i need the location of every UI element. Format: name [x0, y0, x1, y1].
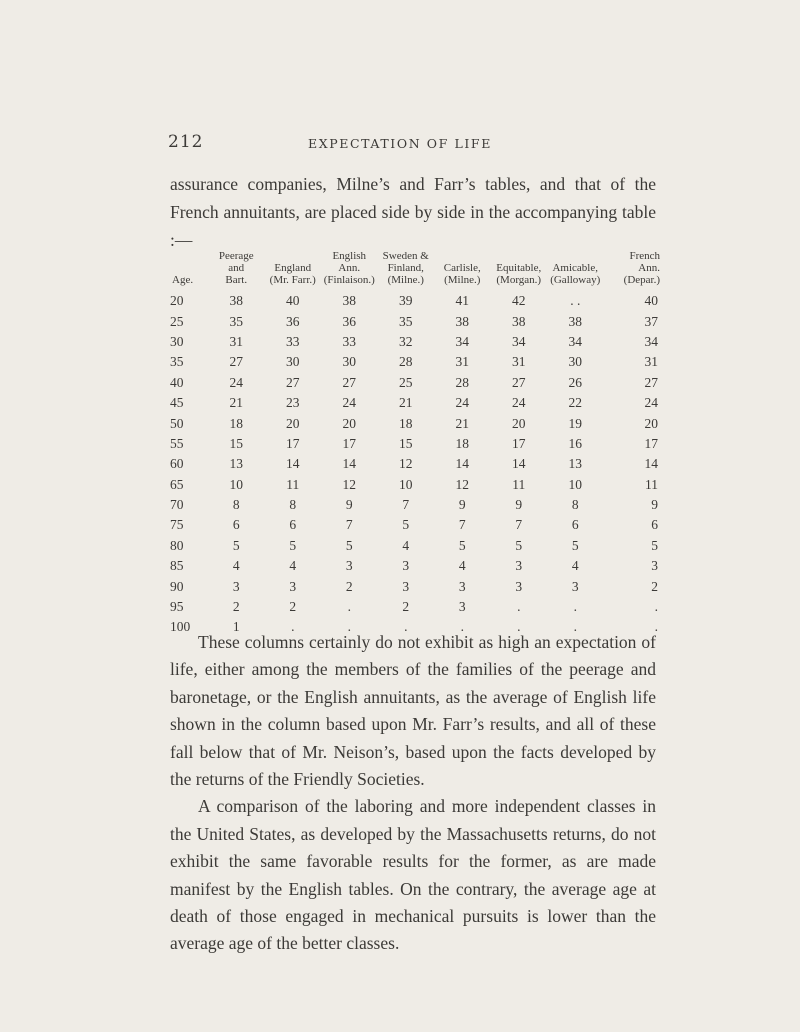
table-cell: 24 [342, 395, 356, 411]
table-cell: 9 [515, 497, 523, 513]
life-expectation-table [170, 250, 660, 638]
table-cell: 38 [229, 293, 243, 309]
table-cell: 24 [229, 374, 243, 390]
table-cell: 3 [458, 578, 466, 594]
table-cell: 22 [568, 395, 582, 411]
table-cell: 15 [229, 435, 243, 451]
table-cell: 34 [455, 333, 469, 349]
table-cell: 15 [399, 435, 413, 451]
table-cell: 36 [342, 313, 356, 329]
paragraph: A comparison of the laboring and more independent classes in the United States, as developed by the Massachusetts returns, do not exhibit the same favorable results for the former, as are made manifest by the English tables. On the contrary, the average age at death of those engaged in mechanical pursuits is lower than the average age of the better classes. [170, 796, 656, 954]
age-cell: 25 [170, 313, 184, 329]
table-cell: 13 [568, 456, 582, 472]
table-cell: 4 [232, 558, 240, 574]
table-cell: 2 [402, 599, 410, 615]
table-cell: 8 [289, 497, 297, 513]
table-cell: 35 [229, 313, 243, 329]
table-cell: 11 [645, 476, 658, 492]
table-cell: . [404, 619, 408, 635]
table-cell: 3 [515, 558, 523, 574]
table-cell: 11 [286, 476, 300, 492]
table-row [170, 536, 660, 556]
table-cell: 40 [286, 293, 300, 309]
body-text [170, 629, 656, 958]
table-cell: 2 [651, 578, 658, 594]
table-cell: 3 [345, 558, 353, 574]
table-cell: 9 [345, 497, 353, 513]
table-cell: 33 [342, 333, 356, 349]
table-cell: 27 [342, 374, 356, 390]
table-cell: 30 [286, 354, 300, 370]
column-header-peerage: Peerage and Bart. [218, 250, 254, 286]
table-cell: 6 [232, 517, 240, 533]
table-cell: 27 [286, 374, 300, 390]
page-number: 212 [168, 132, 204, 152]
table-cell: 20 [644, 415, 658, 431]
age-cell: 65 [170, 476, 184, 492]
age-cell: 30 [170, 333, 184, 349]
table-cell: 34 [512, 333, 526, 349]
table-cell: 5 [345, 537, 353, 553]
table-cell: 18 [399, 415, 413, 431]
table-cell: 12 [342, 476, 356, 492]
table-row [170, 393, 660, 413]
table-cell: 3 [402, 558, 410, 574]
table-cell: . [654, 599, 658, 615]
table-cell: 10 [399, 476, 413, 492]
running-head: EXPECTATION OF LIFE [308, 136, 492, 151]
table-row [170, 311, 660, 331]
table-row [170, 413, 660, 433]
table-cell: 1 [232, 619, 240, 635]
age-cell: 70 [170, 497, 184, 513]
table-row [170, 352, 660, 372]
table-cell: 3 [458, 599, 466, 615]
table-cell: 21 [229, 395, 243, 411]
table-cell: 4 [402, 537, 410, 553]
table-cell: 4 [289, 558, 297, 574]
table-cell: 5 [458, 537, 466, 553]
table-body [170, 291, 660, 638]
table-cell: 31 [644, 354, 658, 370]
table-cell: 3 [402, 578, 410, 594]
table-cell: 38 [342, 293, 356, 309]
table-cell: 10 [568, 476, 582, 492]
table-cell: 27 [512, 374, 526, 390]
table-cell: 3 [289, 578, 297, 594]
table-cell: 12 [399, 456, 413, 472]
table-cell: . [347, 619, 351, 635]
table-row [170, 475, 660, 495]
table-cell: 5 [515, 537, 523, 553]
age-cell: 20 [170, 293, 184, 309]
table-cell: 14 [342, 456, 356, 472]
age-cell: 55 [170, 435, 184, 451]
table-cell: 16 [568, 435, 582, 451]
table-row [170, 556, 660, 576]
table-cell: . . [570, 293, 581, 309]
age-cell: 85 [170, 558, 184, 574]
table-cell: 38 [568, 313, 582, 329]
column-header-england: England (Mr. Farr.) [269, 262, 316, 286]
table-cell: 24 [644, 395, 658, 411]
intro-text: assurance companies, Milne’s and Farr’s tables, and that of the French annuitants, are placed side by side in the accompanying table :— [170, 174, 656, 250]
table-cell: 3 [651, 558, 658, 574]
table-cell: 30 [342, 354, 356, 370]
table-cell: . [654, 619, 658, 635]
table-cell: 27 [229, 354, 243, 370]
table-cell: 17 [512, 435, 526, 451]
age-cell: 60 [170, 456, 184, 472]
table-cell: . [517, 599, 521, 615]
table-cell: 10 [229, 476, 243, 492]
table-cell: 3 [515, 578, 523, 594]
table-cell: 17 [286, 435, 300, 451]
table-cell: 13 [229, 456, 243, 472]
table-cell: 6 [289, 517, 297, 533]
column-header-sweden-finland: Sweden & Finland, (Milne.) [382, 250, 429, 286]
table-row [170, 597, 660, 617]
table-cell: 33 [286, 333, 300, 349]
table-cell: 8 [571, 497, 579, 513]
table-cell: 4 [458, 558, 466, 574]
table-cell: 7 [515, 517, 523, 533]
table-cell: 5 [651, 537, 658, 553]
column-header-english-ann: English Ann. (Finlaison.) [323, 250, 375, 286]
table-cell: 14 [644, 456, 658, 472]
table-cell: 2 [232, 599, 240, 615]
age-cell: 40 [170, 374, 184, 390]
table-cell: 14 [286, 456, 300, 472]
table-cell: 24 [455, 395, 469, 411]
table-cell: 27 [644, 374, 658, 390]
table-cell: 5 [232, 537, 240, 553]
table-cell: . [573, 619, 577, 635]
table-row [170, 373, 660, 393]
table-cell: 38 [512, 313, 526, 329]
table-cell: 36 [286, 313, 300, 329]
table-cell: 6 [571, 517, 579, 533]
table-row [170, 495, 660, 515]
table-cell: . [291, 619, 295, 635]
table-cell: 9 [458, 497, 466, 513]
table-cell: 31 [455, 354, 469, 370]
column-header-equitable: Equitable, (Morgan.) [496, 262, 542, 286]
table-cell: 35 [399, 313, 413, 329]
table-cell: 9 [651, 497, 658, 513]
table-cell: 19 [568, 415, 582, 431]
table-row [170, 515, 660, 535]
age-cell: 50 [170, 415, 184, 431]
table-cell: 42 [512, 293, 526, 309]
age-cell: 75 [170, 517, 184, 533]
table-cell: 17 [342, 435, 356, 451]
table-row [170, 576, 660, 596]
table-cell: 28 [455, 374, 469, 390]
column-header-age: Age. [172, 274, 194, 286]
table-cell: 7 [458, 517, 466, 533]
age-cell: 90 [170, 578, 184, 594]
table-cell: 40 [644, 293, 658, 309]
table-cell: 5 [571, 537, 579, 553]
table-cell: 2 [345, 578, 353, 594]
table-cell: 32 [399, 333, 413, 349]
table-cell: 21 [399, 395, 413, 411]
table-cell: 18 [229, 415, 243, 431]
table-cell: 20 [512, 415, 526, 431]
intro-paragraph [170, 170, 656, 254]
table-cell: 17 [644, 435, 658, 451]
table-cell: 12 [455, 476, 469, 492]
table-cell: 20 [342, 415, 356, 431]
column-header-french-ann: French Ann. (Depar.) [623, 250, 660, 286]
table-cell: 5 [402, 517, 410, 533]
table-cell: 34 [568, 333, 582, 349]
table-cell: 6 [651, 517, 658, 533]
table-cell: 21 [455, 415, 469, 431]
table-header-row [170, 250, 660, 291]
table-cell: 5 [289, 537, 297, 553]
table-cell: 8 [232, 497, 240, 513]
table-cell: 39 [399, 293, 413, 309]
table-cell: 30 [568, 354, 582, 370]
table-cell: 26 [568, 374, 582, 390]
table-cell: 34 [644, 333, 658, 349]
table-cell: 25 [399, 374, 413, 390]
table-cell: 38 [455, 313, 469, 329]
age-cell: 45 [170, 395, 184, 411]
table-cell: 7 [345, 517, 353, 533]
table-cell: 11 [512, 476, 526, 492]
table-cell: 14 [512, 456, 526, 472]
table-cell: 31 [512, 354, 526, 370]
table-cell: . [573, 599, 577, 615]
table-cell: 4 [571, 558, 579, 574]
table-cell: 20 [286, 415, 300, 431]
table-cell: 28 [399, 354, 413, 370]
table-cell: . [347, 599, 351, 615]
table-cell: 18 [455, 435, 469, 451]
table-cell: 31 [229, 333, 243, 349]
table-row [170, 434, 660, 454]
table-cell: 37 [644, 313, 658, 329]
table-row [170, 332, 660, 352]
column-header-carlisle: Carlisle, (Milne.) [443, 262, 481, 286]
table-cell: . [517, 619, 521, 635]
table-cell: 3 [232, 578, 240, 594]
column-header-amicable: Amicable, (Galloway) [550, 262, 601, 286]
table-row [170, 291, 660, 311]
table-cell: 41 [455, 293, 469, 309]
age-cell: 80 [170, 537, 184, 553]
age-cell: 95 [170, 599, 184, 615]
table-cell: 7 [402, 497, 410, 513]
table-cell: . [460, 619, 464, 635]
age-cell: 100 [170, 619, 191, 635]
age-cell: 35 [170, 354, 184, 370]
table-cell: 3 [571, 578, 579, 594]
table-cell: 23 [286, 395, 300, 411]
table-cell: 2 [289, 599, 297, 615]
table-cell: 24 [512, 395, 526, 411]
table-row [170, 454, 660, 474]
paragraph: These columns certainly do not exhibit as high an expectation of life, either among the members of the families of the peerage and baronetage, or the English annuitants, as the average of English life shown in the column based upon Mr. Farr’s results, and all of these fall below that of Mr. Neison’s, based upon the facts developed by the returns of the Friendly Societies. [170, 632, 656, 790]
table-cell: 14 [455, 456, 469, 472]
